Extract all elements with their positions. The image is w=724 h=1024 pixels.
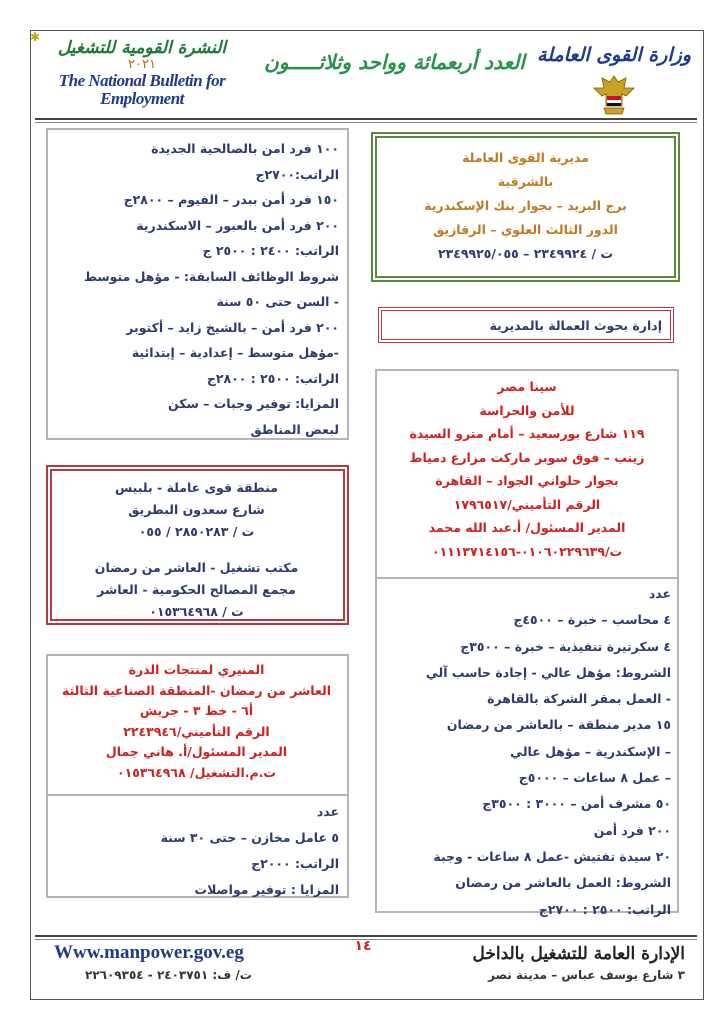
text-line: ٤ محاسب – خبرة – ٤٥٠٠ج bbox=[513, 612, 671, 628]
text-line: ٢٠٠ فرد أمن bbox=[593, 822, 671, 838]
text-line: المدير المسئول/أ. هاني جمال bbox=[105, 744, 288, 759]
research-dept-label: إدارة بحوث العمالة بالمديرية bbox=[489, 318, 662, 333]
directorate-line: الدور الثالث العلوي – الزقازيق bbox=[433, 222, 618, 237]
menairy-jobs-box bbox=[46, 794, 349, 898]
issue-title: العدد أربعمائة وواحد وثلاثـــــون bbox=[264, 50, 525, 74]
menairy-company-box bbox=[46, 654, 349, 794]
text-line: مجمع المصالح الحكومية - العاشر bbox=[97, 582, 296, 597]
text-line: المنيري لمنتجات الذرة bbox=[128, 662, 265, 677]
text-line: - العمل بمقر الشركة بالقاهرة bbox=[487, 691, 671, 707]
directorate-line: بالشرقية bbox=[497, 174, 554, 189]
text-line: أ٦ - خط ٣ - جريش bbox=[139, 703, 254, 718]
text-line: المزايا : توفير مواصلات bbox=[194, 882, 339, 897]
bulletin-title-en: The National Bulletin for Employment bbox=[58, 71, 226, 108]
ministry-title: وزارة القوى العاملة bbox=[536, 44, 692, 66]
text-line: الراتب: ٢٥٠٠ : ٢٧٠٠ج bbox=[538, 901, 671, 917]
bulletin-year: ٢٠٢١ bbox=[128, 57, 156, 72]
text-line: الرقم التأميني/١٧٩٦٥١٧ bbox=[453, 496, 601, 512]
header-rule-thin bbox=[35, 122, 697, 123]
text-line: سينا مصر bbox=[497, 379, 557, 394]
directorate-phone: ت / ٢٣٤٩٩٢٤ – ٢٣٤٩٩٢٥/٠٥٥ bbox=[437, 246, 614, 261]
text-line: عدد bbox=[316, 804, 339, 819]
eagle-emblem-icon bbox=[592, 72, 636, 122]
text-line: ٢٠ سيدة تفتيش -عمل ٨ ساعات - وجبة bbox=[433, 848, 671, 864]
text-line: ٥٠ مشرف أمن – ٣٠٠٠ : ٣٥٠٠ج bbox=[482, 796, 671, 812]
website-link[interactable]: Www.manpower.gov.eg bbox=[54, 942, 244, 963]
text-line: العاشر من رمضان -المنطقة الصناعية الثالثة bbox=[61, 682, 332, 698]
text-line: ت / ٢٨٥٠٢٨٣ / ٠٥٥ bbox=[138, 524, 255, 539]
text-line: ١١٩ شارع بورسعيد – أمام مترو السيدة bbox=[409, 426, 645, 441]
text-line: زينب – فوق سوبر ماركت مزارع دمياط bbox=[409, 449, 645, 465]
text-line: ١٥٠ فرد أمن ببدر – الفيوم – ٢٨٠٠ج bbox=[123, 192, 339, 207]
directorate-line: مديرية القوى العاملة bbox=[462, 150, 589, 165]
text-line: منطقة قوى عاملة - بلبيس bbox=[115, 480, 278, 495]
admin-address: ٣ شارع يوسف عباس – مدينة نصر bbox=[488, 968, 685, 982]
text-line: ٢٠٠ فرد أمن – بالشيخ زايد – أكتوبر bbox=[126, 319, 339, 335]
text-line: بجوار حلواني الجواد – القاهرة bbox=[435, 473, 619, 488]
text-line: الراتب:٢٧٠٠ج bbox=[255, 166, 339, 182]
text-line: المزايا: توفير وجبات – سكن bbox=[167, 396, 339, 411]
text-line: مكتب تشغيل - العاشر من رمضان bbox=[94, 560, 299, 575]
text-line: المدير المسئول/ أ.عبد الله محمد bbox=[428, 520, 626, 535]
text-line: ٤ سكرتيرة تنفيذية – خبرة – ٣٥٠٠ج bbox=[460, 638, 671, 654]
text-line: ٢٠٠ فرد أمن بالعبور – الاسكندرية bbox=[136, 217, 339, 233]
sina-jobs-box bbox=[375, 577, 679, 917]
text-line: للأمن والحراسة bbox=[479, 402, 575, 418]
text-line: -مؤهل متوسط – إعدادية – إبتدائية bbox=[131, 345, 339, 360]
text-line: شروط الوظائف السابقة: - مؤهل متوسط bbox=[83, 268, 339, 284]
text-line: ت/٠١٠٦٠٢٢٩٦٣٩-٠١١١٣٧١٤١٥٦ bbox=[431, 543, 623, 559]
text-line: عدد bbox=[648, 586, 671, 601]
text-line: شارع سعدون البطريق bbox=[128, 502, 265, 517]
belbeis-office-box bbox=[46, 465, 349, 625]
header-rule bbox=[35, 118, 697, 120]
admin-phones: ت/ ف: ٢٤٠٣٧٥١ - ٢٢٦٠٩٣٥٤ bbox=[85, 968, 252, 982]
text-line bbox=[58, 543, 335, 557]
page-number: ١٤ bbox=[354, 938, 372, 954]
bulletin-title-ar: النشرة القومية للتشغيل bbox=[57, 38, 227, 58]
star-icon: ✱ bbox=[30, 30, 41, 44]
text-line: ١٥ مدير منطقة – بالعاشر من رمضان bbox=[446, 717, 671, 733]
text-line: ت / ٠١٥٣٦٤٩٦٨ bbox=[149, 604, 244, 619]
text-line: الشروط: مؤهل عالي - إجادة حاسب آلي bbox=[425, 664, 671, 680]
text-line: لبعض المناطق bbox=[250, 421, 339, 437]
directorate-line: برج البريد – بجوار بنك الإسكندرية bbox=[424, 198, 627, 213]
text-line: ١٠٠ فرد امن بالصالحية الجديدة bbox=[151, 141, 339, 156]
bulletin-logo bbox=[42, 38, 242, 108]
text-line: ت.م.التشغيل/ ٠١٥٣٦٤٩٦٨ bbox=[117, 764, 276, 780]
footer-rule bbox=[35, 935, 697, 937]
text-line: الراتب: ٢٠٠٠ج bbox=[251, 856, 339, 871]
text-line: ٥ عامل مخازن – حتى ٣٠ سنة bbox=[160, 830, 339, 845]
directorate-box bbox=[371, 132, 680, 282]
text-line: الرقم التأميني/٢٢٤٣٩٤٦ bbox=[123, 723, 270, 739]
text-line: - السن حتى ٥٠ سنة bbox=[216, 294, 339, 309]
text-line: الراتب: ٢٥٠٠ : ٢٨٠٠ج bbox=[206, 370, 339, 386]
sina-company-box bbox=[375, 369, 679, 577]
text-line: – عمل ٨ ساعات – ٥٠٠٠ج bbox=[518, 770, 671, 786]
research-dept-box bbox=[378, 307, 674, 343]
text-line: الراتب: ٢٤٠٠ : ٢٥٠٠ ج bbox=[202, 243, 339, 258]
text-line: – الإسكندرية – مؤهل عالي bbox=[510, 743, 671, 759]
security-jobs-box bbox=[46, 128, 349, 440]
text-line: الشروط: العمل بالعاشر من رمضان bbox=[455, 875, 671, 891]
admin-name: الإدارة العامة للتشغيل بالداخل bbox=[472, 944, 685, 964]
